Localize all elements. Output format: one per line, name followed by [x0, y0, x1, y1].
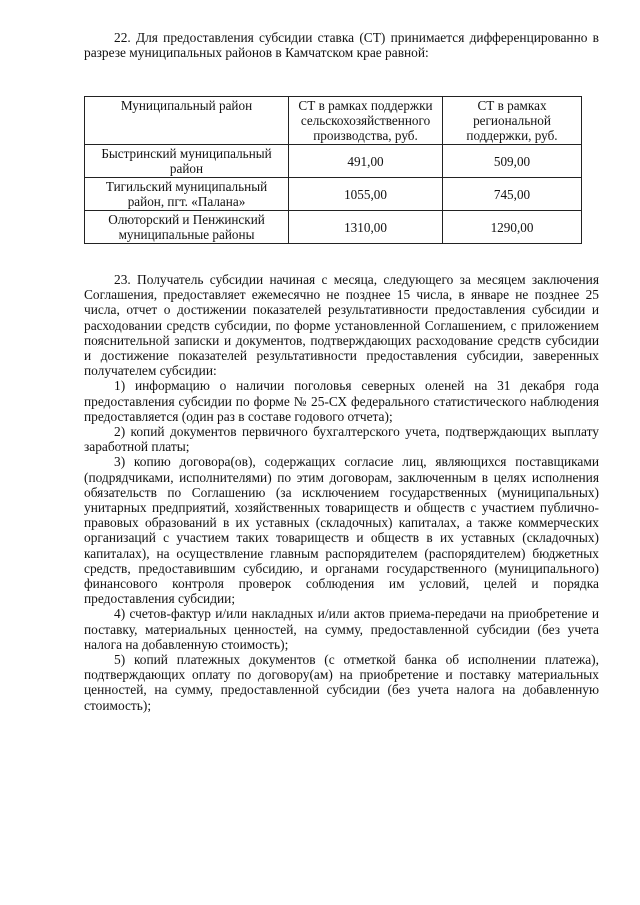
- table-header-row: [85, 97, 582, 145]
- cell-st-regional: 509,00: [443, 145, 582, 178]
- paragraph-23-intro: 23. Получатель субсидии начиная с месяца, следующего за месяцем заключения Соглашения, предоставляет ежемесячно не позднее 15 числа, в январе не позднее 25 числа, отчет о достижении показателей результативности предоставления субсидии и расходовании средств субсидии, по форме установленной Соглашением, с приложением пояснительной записки и документов, подтверждающих расходование средств субсидии и достижение показателей результативности предоставления субсидии, заверенных получателем субсидии:: [84, 272, 599, 379]
- cell-st-agri: 1310,00: [289, 211, 443, 244]
- table-row: [85, 145, 582, 178]
- list-item: 3) копию договора(ов), содержащих согласие лиц, являющихся поставщиками (подрядчиками, исполнителями) по этим договорам, заключенным в целях исполнения обязательств по Соглашению (за исключением государственных (муниципальных) унитарных предприятий, хозяйственных товариществ и обществ с участием публично-правовых образований в их уставных (складочных) капиталах, а также коммерческих организаций с участием таких товариществ и обществ в их уставных (складочных) капиталах), на осуществление главным распорядителем (распорядителем) бюджетных средств, предоставившим субсидию, и органами государственного (муниципального) финансового контроля проверок соблюдения им условий, целей и порядка предоставления субсидии;: [84, 454, 599, 607]
- subsidy-rate-table: [84, 96, 582, 244]
- paragraph-22: 22. Для предоставления субсидии ставка (СТ) принимается дифференцированно в разрезе муниципальных районов в Камчатском крае равной:: [84, 30, 599, 61]
- cell-district: Быстринский муниципальный район: [85, 145, 289, 178]
- cell-st-regional: 745,00: [443, 178, 582, 211]
- paragraph-23: [84, 272, 599, 713]
- list-item: 2) копий документов первичного бухгалтерского учета, подтверждающих выплату заработной платы;: [84, 424, 599, 455]
- cell-district: Тигильский муниципальный район, пгт. «Палана»: [85, 178, 289, 211]
- table-row: [85, 178, 582, 211]
- list-item: 1) информацию о наличии поголовья северных оленей на 31 декабря года предоставления субсидии по форме № 25-СХ федерального статистического наблюдения предоставляется (один раз в составе годового отчета);: [84, 378, 599, 424]
- cell-st-agri: 1055,00: [289, 178, 443, 211]
- header-st-agri: СТ в рамках поддержки сельскохозяйственного производства, руб.: [289, 97, 443, 145]
- cell-district: Олюторский и Пенжинский муниципальные районы: [85, 211, 289, 244]
- cell-st-regional: 1290,00: [443, 211, 582, 244]
- list-item: 5) копий платежных документов (с отметкой банка об исполнении платежа), подтверждающих оплату по договору(ам) на приобретение и поставку материальных ценностей, на сумму, предоставленной субсидии (без учета налога на добавленную стоимость);: [84, 652, 599, 713]
- cell-st-agri: 491,00: [289, 145, 443, 178]
- list-item: 4) счетов-фактур и/или накладных и/или актов приема-передачи на приобретение и поставку, материальных ценностей, на сумму, предоставленной субсидии (без учета налога на добавленную стоимость);: [84, 606, 599, 652]
- header-st-regional: СТ в рамках региональной поддержки, руб.: [443, 97, 582, 145]
- header-district: Муниципальный район: [85, 97, 289, 145]
- table-row: [85, 211, 582, 244]
